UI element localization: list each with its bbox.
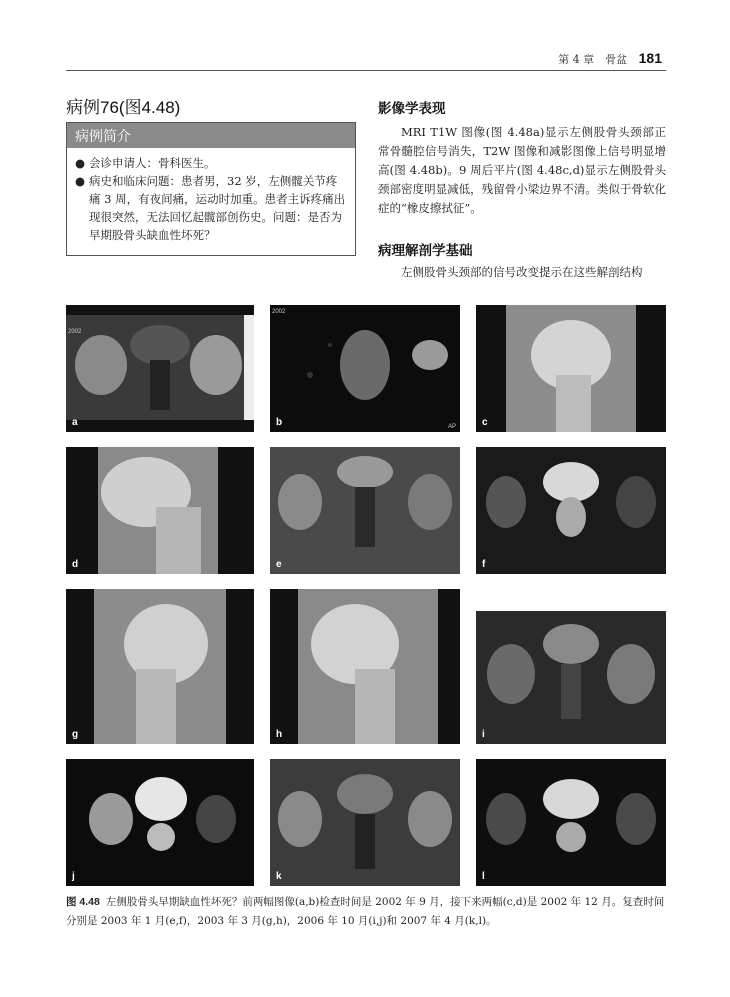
mri-coronal-image <box>270 759 460 886</box>
panel-g-label: g <box>72 729 79 740</box>
figure-panel-d <box>66 447 254 574</box>
panel-i-label: i <box>482 729 485 740</box>
panel-j-label: j <box>72 871 75 882</box>
panel-b-ap: AP <box>447 424 456 430</box>
case-summary-heading: 病例简介 <box>67 123 355 148</box>
panel-e-label: e <box>276 559 282 570</box>
panel-a-year: 2002 <box>68 329 82 335</box>
mri-coronal-image <box>66 759 254 886</box>
figure-panel-j <box>66 759 254 886</box>
mri-coronal-image <box>476 589 666 744</box>
figure-caption-text: 左侧股骨头早期缺血性坏死？前两幅图像(a,b)检查时间是 2002 年 9 月，接下来两幅(c,d)是 2002 年 12 月。复查时间分别是 2003 年 1 月(e,f)，2003 年 3 月(g,h)，2006 年 10 月(i,j)和 2007 年 4 月(k,l)。 <box>66 896 665 927</box>
pathology-paragraph: 左侧股骨头颈部的信号改变提示在这些解剖结构 <box>401 265 643 279</box>
mri-coronal-image <box>476 447 666 574</box>
panel-b-year: 2002 <box>272 309 286 315</box>
figure-panel-f <box>476 447 666 574</box>
running-header <box>558 50 662 67</box>
page-number: 181 <box>638 50 662 66</box>
bullet-icon: ● <box>75 174 86 188</box>
panel-d-label: d <box>72 559 79 570</box>
figure-caption <box>66 893 666 931</box>
xray-hip-image <box>66 447 254 574</box>
bullet-icon: ● <box>75 156 86 170</box>
figure-panel-b <box>270 305 460 432</box>
list-item: ● 会诊申请人：骨科医生。 <box>75 156 216 170</box>
figure-panel-a <box>66 305 254 432</box>
imaging-section-title: 影像学表现 <box>378 101 446 116</box>
list-item: ● 病史和临床问题：患者男，32 岁，左侧髋关节疼痛 3 周，有夜间痛，运动时加重。患者主诉疼痛出现很突然，无法回忆起髋部创伤史。问题：是否为早期股骨头缺血性坏死？ <box>75 174 346 242</box>
xray-hip-image <box>476 305 666 432</box>
figure-panel-i <box>476 589 666 744</box>
case-summary-box <box>66 122 356 256</box>
panel-b-label: b <box>276 417 283 428</box>
xray-hip-image <box>270 589 460 744</box>
figure-panel-g <box>66 589 254 744</box>
pathology-section-title: 病理解剖学基础 <box>378 243 473 258</box>
figure-panel-k <box>270 759 460 886</box>
mri-coronal-image <box>476 759 666 886</box>
panel-h-label: h <box>276 729 283 740</box>
panel-a-label: a <box>72 417 78 428</box>
figure-caption-label: 图 4.48 <box>66 896 100 908</box>
mri-subtraction-image <box>270 305 460 432</box>
xray-hip-image <box>66 589 254 744</box>
panel-f-label: f <box>482 559 486 570</box>
figure-panel-e <box>270 447 460 574</box>
imaging-paragraph: MRI T1W 图像(图 4.48a)显示左侧股骨头颈部正常骨髓腔信号消失，T2W 图像和减影图像上信号明显增高(图 4.48b)。9 周后平片(图 4.48c,d)显示左侧股骨头颈部密度明显减低，残留骨小梁边界不清。类似于骨软化症的“橡皮擦拭征”。 <box>378 125 666 215</box>
figure-panel-h <box>270 589 460 744</box>
panel-c-label: c <box>482 417 488 428</box>
figure-panel-l <box>476 759 666 886</box>
mri-coronal-image <box>270 447 460 574</box>
chapter-label: 第 4 章 骨盆 <box>558 53 628 66</box>
figure-panel-c <box>476 305 666 432</box>
panel-k-label: k <box>276 871 282 882</box>
panel-l-label: l <box>482 871 485 882</box>
mri-coronal-image <box>66 305 254 432</box>
header-rule <box>66 70 666 71</box>
case-summary-list <box>75 154 347 244</box>
case-title: 病例76(图4.48) <box>66 98 181 117</box>
